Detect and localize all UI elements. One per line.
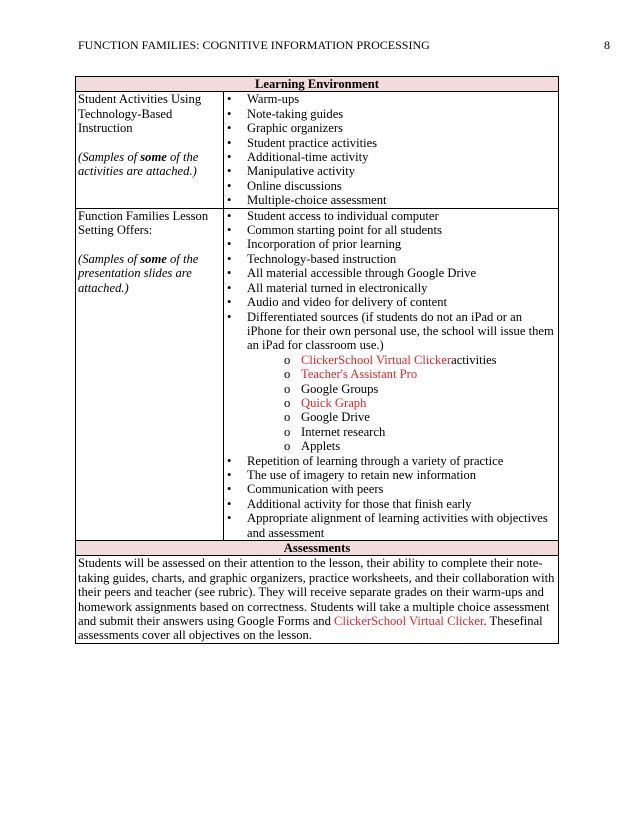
list-item: • Appropriate alignment of learning activities with objectives and assessment bbox=[226, 511, 556, 540]
list-item: • All material accessible through Google Drive bbox=[226, 266, 556, 280]
list-item: • Additional activity for those that finish early bbox=[226, 497, 556, 511]
samples-note-line: presentation slides are bbox=[78, 266, 192, 281]
list-item: • Manipulative activity bbox=[226, 164, 556, 178]
assessments-text-cell: Students will be assessed on their attention to the lesson, their ability to complete their note-taking guides, charts, and graphic organizers, practice worksheets, and their collaboration with their peers and teacher (see rubric). They will receive separate grades on their warm-ups and homework assignments based on correctness. Students will take a multiple choice assessment and submit their answers using Google Forms and ClickerSchool Virtual Clicker. Thesefinal assessments cover all objectives on the lesson. bbox=[76, 556, 559, 643]
page-number: 8 bbox=[604, 38, 610, 52]
clickerschool-assessment-link[interactable]: ClickerSchool Virtual Clicker bbox=[334, 614, 484, 629]
label-line: Student Activities Using bbox=[78, 92, 202, 107]
list-item: • Common starting point for all students bbox=[226, 223, 556, 237]
learning-environment-heading: Learning Environment bbox=[76, 77, 559, 92]
teachers-assistant-link[interactable]: Teacher's Assistant Pro bbox=[301, 367, 418, 382]
student-activities-label-cell bbox=[76, 92, 224, 208]
student-activities-row bbox=[76, 92, 559, 208]
sublist-item: o Applets bbox=[247, 439, 556, 453]
list-item: • Incorporation of prior learning bbox=[226, 237, 556, 251]
sublist-item: o ClickerSchool Virtual Clickeractivities bbox=[247, 353, 556, 367]
sublist-item: o Google Groups bbox=[247, 382, 556, 396]
sublist-item bbox=[247, 396, 556, 410]
list-item: • Student practice activities bbox=[226, 136, 556, 150]
clickerschool-link[interactable]: ClickerSchool Virtual Clicker bbox=[301, 352, 452, 367]
student-activities-list-cell bbox=[224, 92, 559, 208]
list-item: • Warm-ups bbox=[226, 92, 556, 106]
assessments-heading: Assessments bbox=[76, 541, 559, 556]
label-line: Function Families Lesson bbox=[78, 208, 209, 223]
lesson-setting-row bbox=[76, 208, 559, 540]
differentiated-sources-item bbox=[226, 310, 556, 454]
list-item: • Graphic organizers bbox=[226, 121, 556, 135]
list-item: • Repetition of learning through a variety of practice bbox=[226, 454, 556, 468]
sublist-item bbox=[247, 367, 556, 381]
lesson-setting-label-cell bbox=[76, 208, 224, 540]
list-item: • Communication with peers bbox=[226, 482, 556, 496]
samples-note: (Samples of some of the bbox=[78, 251, 199, 266]
lesson-setting-list-cell bbox=[224, 208, 559, 540]
activities-list bbox=[226, 92, 556, 207]
running-title: FUNCTION FAMILIES: COGNITIVE INFORMATION PROCESSING bbox=[78, 38, 430, 52]
list-item: • Student access to individual computer bbox=[226, 209, 556, 223]
list-item: • Additional-time activity bbox=[226, 150, 556, 164]
list-item: • Multiple-choice assessment bbox=[226, 193, 556, 207]
differentiated-sources-text: Differentiated sources (if students do not an iPad or an iPhone for their own personal use, the school will issue them an iPad for classroom use.) bbox=[247, 309, 554, 353]
learning-environment-table bbox=[75, 76, 559, 644]
samples-note-line: activities are attached.) bbox=[78, 164, 197, 179]
sublist-item: o Google Drive bbox=[247, 410, 556, 424]
list-item: • Technology-based instruction bbox=[226, 252, 556, 266]
list-item: • Online discussions bbox=[226, 179, 556, 193]
setting-offers-list bbox=[226, 209, 556, 540]
list-item: • The use of imagery to retain new information bbox=[226, 468, 556, 482]
samples-note: (Samples of some of the bbox=[78, 150, 199, 165]
label-line: Setting Offers: bbox=[78, 223, 153, 238]
sources-sublist bbox=[247, 353, 556, 454]
quick-graph-link[interactable]: Quick Graph bbox=[301, 395, 367, 410]
list-item: • Audio and video for delivery of content bbox=[226, 295, 556, 309]
sublist-item: o Internet research bbox=[247, 425, 556, 439]
label-line: Instruction bbox=[78, 121, 133, 136]
list-item: • Note-taking guides bbox=[226, 107, 556, 121]
label-line: Technology-Based bbox=[78, 106, 173, 121]
samples-note-line: attached.) bbox=[78, 280, 129, 295]
list-item: • All material turned in electronically bbox=[226, 281, 556, 295]
